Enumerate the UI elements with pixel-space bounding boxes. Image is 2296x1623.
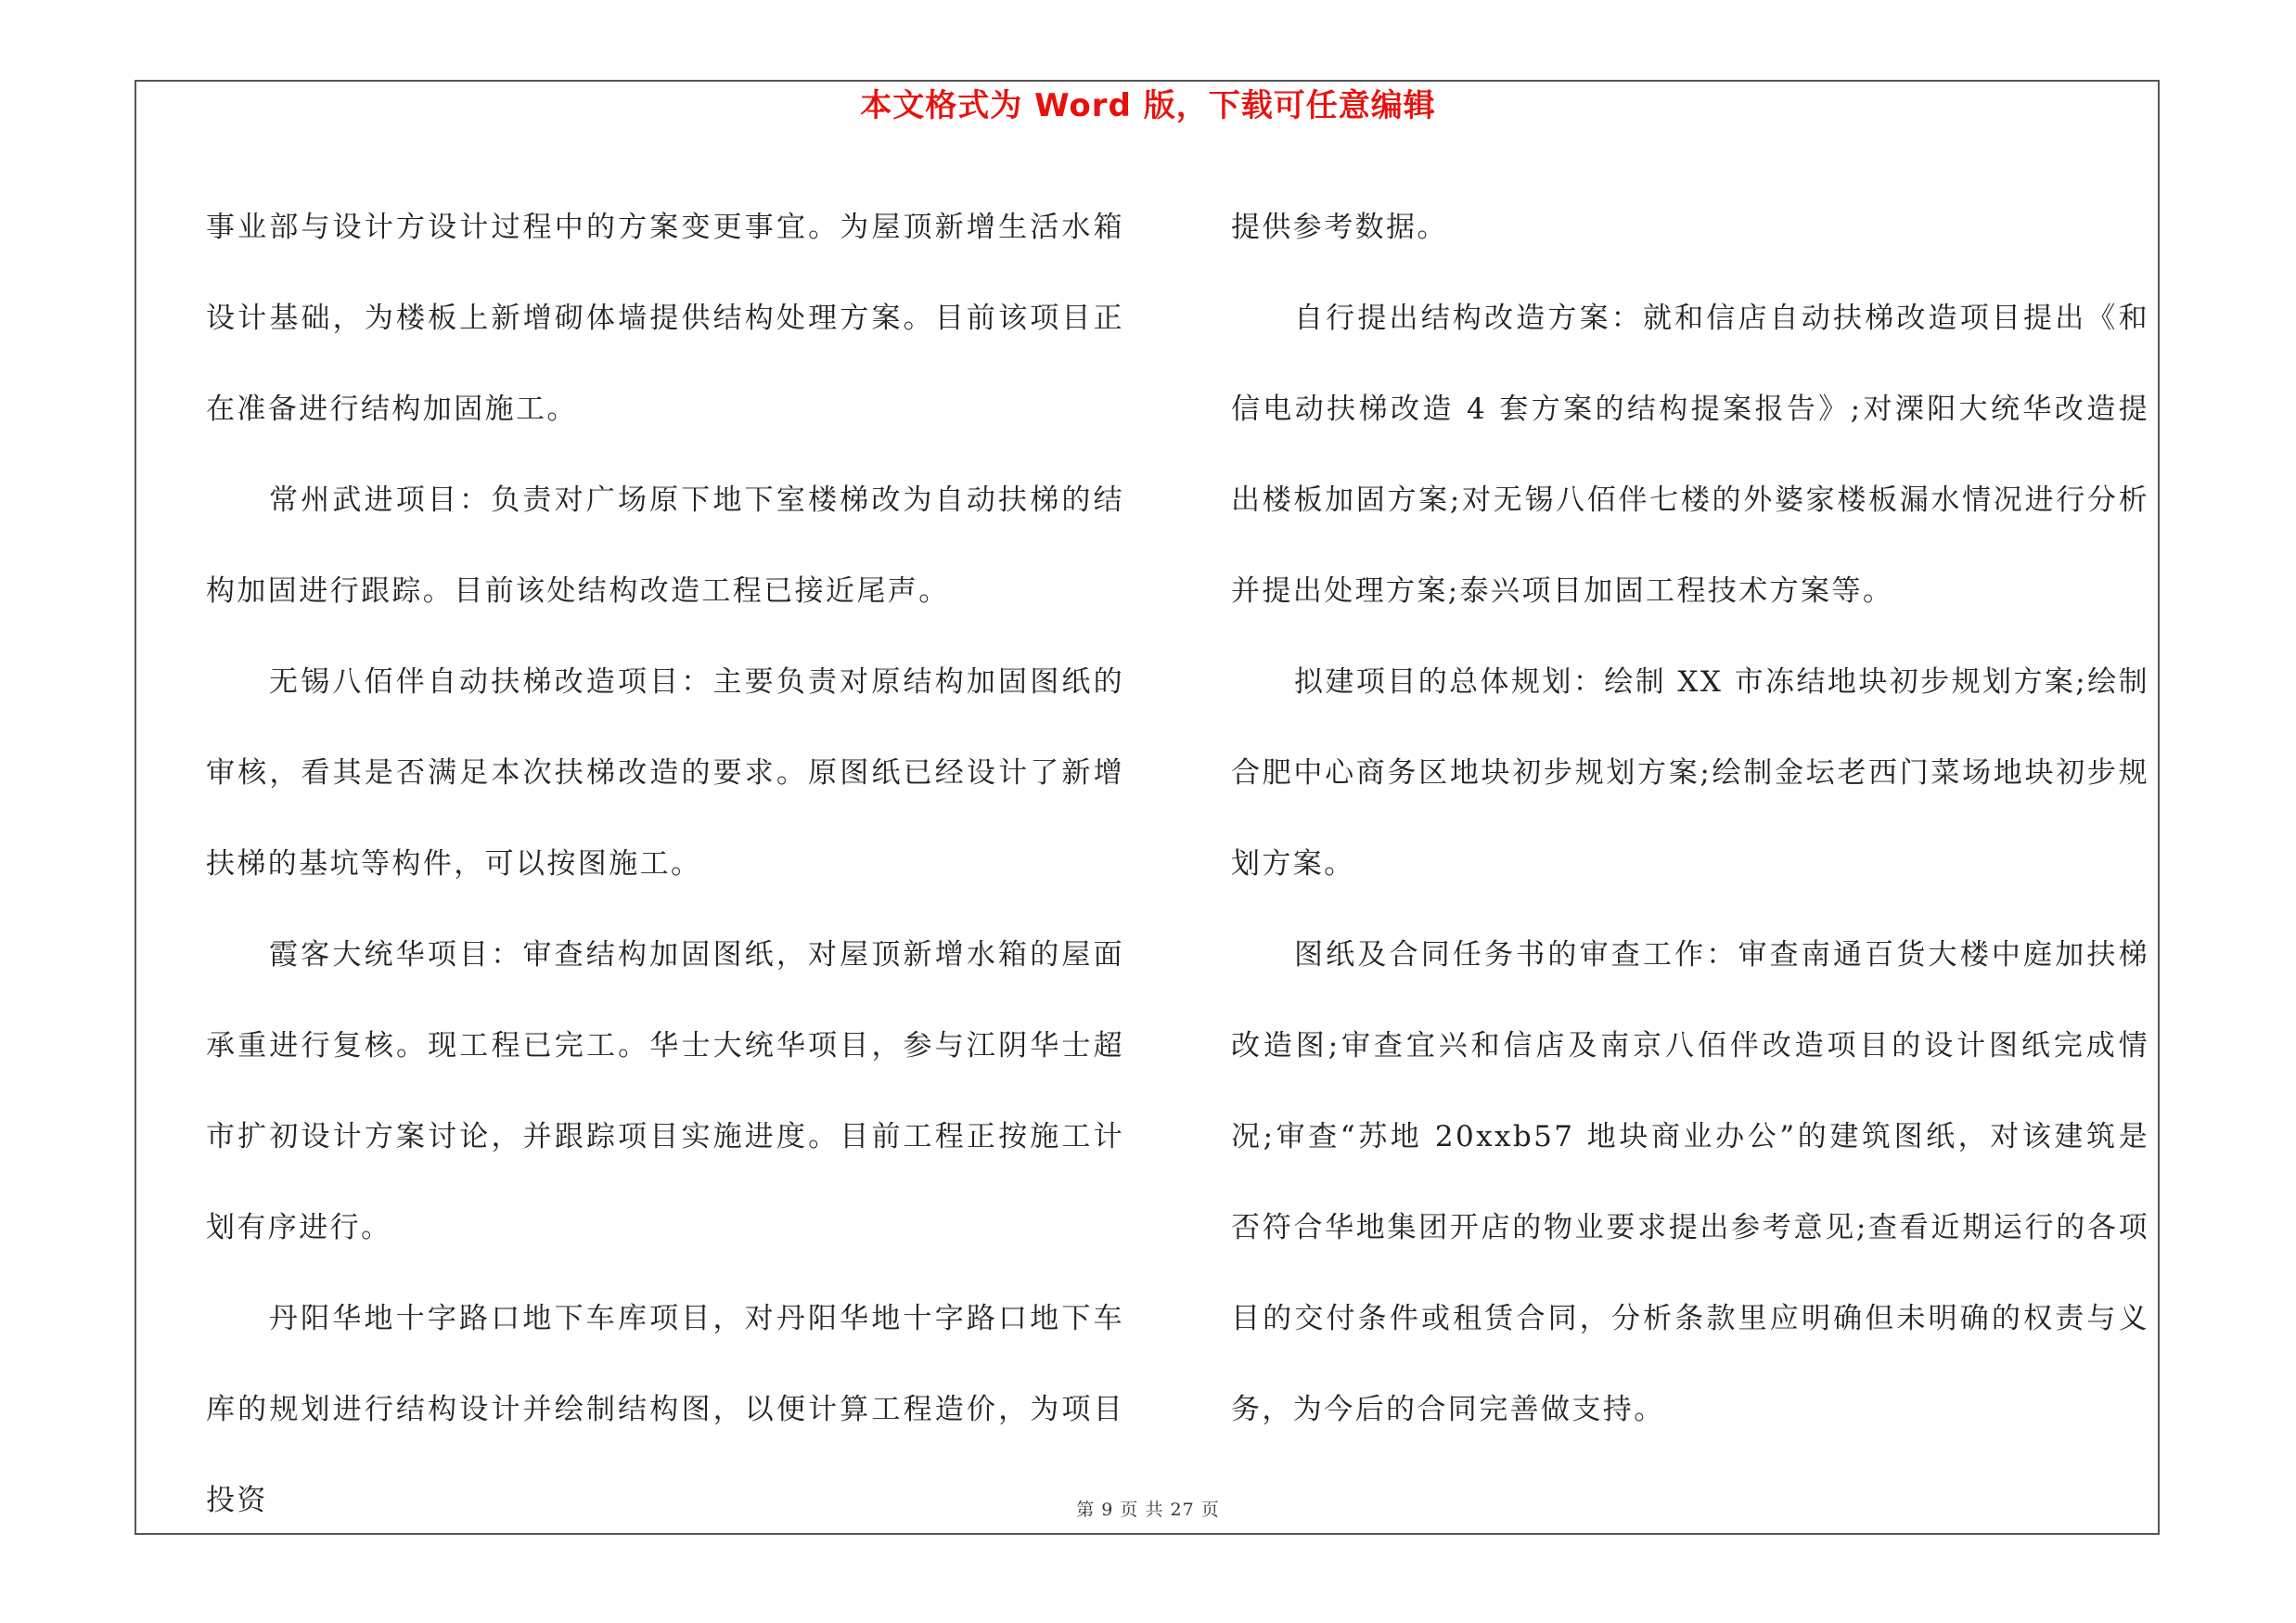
paragraph-danyang-garage: 丹阳华地十字路口地下车库项目，对丹阳华地十字路口地下车库的规划进行结构设计并绘制结构图，以便计算工程造价，为项目投资 [206,1302,1124,1517]
right-column [1231,182,2149,1455]
paragraph-drawing-contract-review: 图纸及合同任务书的审查工作：审查南通百货大楼中庭加扶梯改造图;审查宜兴和信店及南京八佰伴改造项目的设计图纸完成情况;审查“苏地 20xxb57 地块商业办公”的建筑图纸，对该建筑是否符合华地集团开店的物业要求提出参考意见;查看近期运行的各项目的交付条件或租赁合同，分析条款里应明确但未明确的权责与义务，为今后的合同完善做支持。 [1231,938,2149,1426]
paragraph-continuation: 事业部与设计方设计过程中的方案变更事宜。为屋顶新增生活水箱设计基础，为楼板上新增砌体墙提供结构处理方案。目前该项目正在准备进行结构加固施工。 [206,211,1124,426]
format-banner: 本文格式为 Word 版，下载可任意编辑 [860,87,1436,124]
paragraph-structural-proposals: 自行提出结构改造方案：就和信店自动扶梯改造项目提出《和信电动扶梯改造 4 套方案的结构提案报告》;对溧阳大统华改造提出楼板加固方案;对无锡八佰伴七楼的外婆家楼板漏水情况进行分析并提出处理方案;泰兴项目加固工程技术方案等。 [1231,302,2149,608]
paragraph-wuxi-yaohan: 无锡八佰伴自动扶梯改造项目：主要负责对原结构加固图纸的审核，看其是否满足本次扶梯改造的要求。原图纸已经设计了新增扶梯的基坑等构件，可以按图施工。 [206,665,1124,881]
paragraph-master-planning: 拟建项目的总体规划：绘制 XX 市冻结地块初步规划方案;绘制合肥中心商务区地块初步规划方案;绘制金坛老西门菜场地块初步规划方案。 [1231,665,2149,881]
page-number: 第 9 页 共 27 页 [1076,1500,1220,1520]
paragraph-danyang-continuation: 提供参考数据。 [1231,211,1448,244]
paragraph-xiake-datonghua: 霞客大统华项目：审查结构加固图纸，对屋顶新增水箱的屋面承重进行复核。现工程已完工。华士大统华项目，参与江阴华士超市扩初设计方案讨论，并跟踪项目实施进度。目前工程正按施工计划有序进行。 [206,938,1124,1244]
paragraph-changzhou-wujin: 常州武进项目：负责对广场原下地下室楼梯改为自动扶梯的结构加固进行跟踪。目前该处结构改造工程已接近尾声。 [206,483,1124,608]
left-column [206,182,1124,1546]
